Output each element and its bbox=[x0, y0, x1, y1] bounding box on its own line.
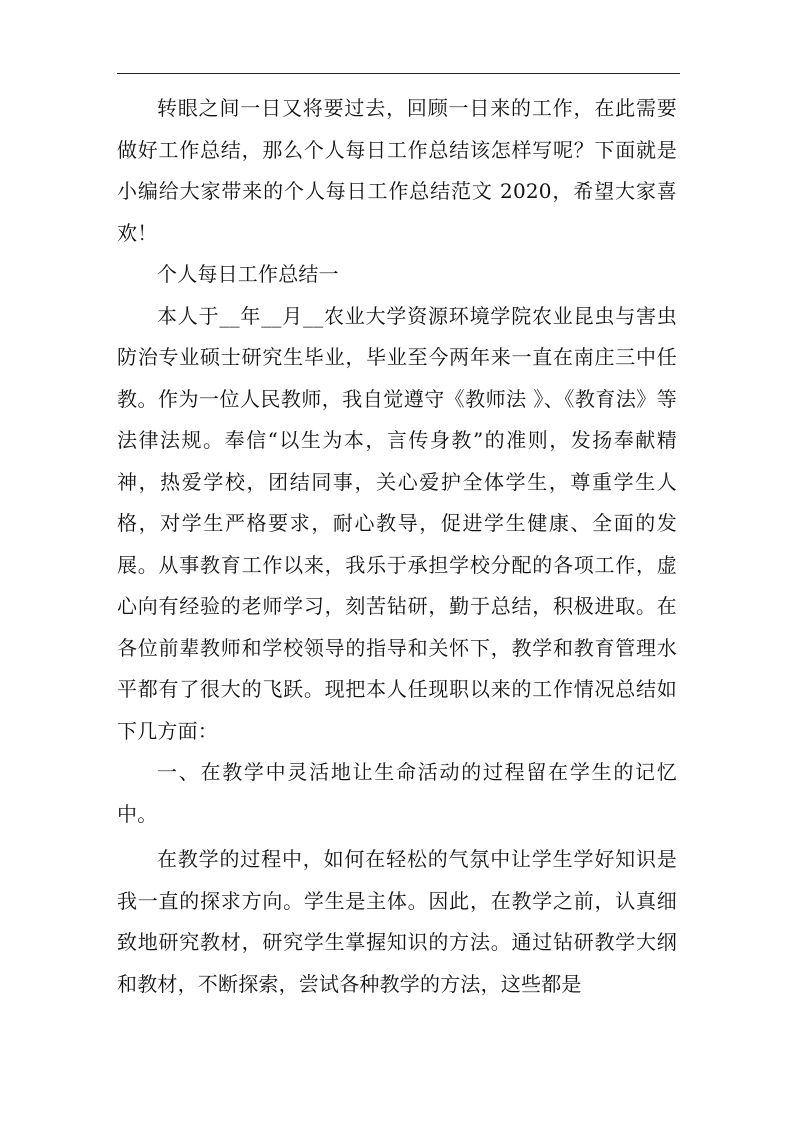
section-title: 个人每日工作总结一 bbox=[157, 262, 339, 286]
body-paragraph-2: 在教学的过程中，如何在轻松的气氛中让学生学好知识是我一直的探求方向。学生是主体。因此，在教学之前，认真细致地研究教材，研究学生掌握知识的方法。通过钻研教学大纲和教材，不断探索，尝试各种教学的方法，这些都是 bbox=[117, 847, 677, 996]
document-body bbox=[117, 88, 677, 1005]
intro-paragraph: 转眼之间一日又将要过去，回顾一日来的工作，在此需要做好工作总结，那么个人每日工作总结该怎样写呢？下面就是小编给大家带来的个人每日工作总结范文 2020，希望大家喜欢！ bbox=[117, 96, 677, 245]
point-heading-1: 一、在教学中灵活地让生命活动的过程留在学生的记忆中。 bbox=[117, 760, 677, 826]
body-paragraph-1: 本人于__年__月__农业大学资源环境学院农业昆虫与害虫防治专业硕士研究生毕业，毕业至今两年来一直在南庄三中任教。作为一位人民教师，我自觉遵守《教师法 》、《教育法》等法律法规。奉信“以生为本，言传身教”的准则，发扬奉献精神，热爱学校，团结同事，关心爱护全体学生，尊重学生人格，对学生严格要求，耐心教导，促进学生健康、全面的发展。从事教育工作以来，我乐于承担学校分配的各项工作，虚心向有经验的老师学习，刻苦钻研，勤于总结，积极进取。在各位前辈教师和学校领导的指导和关怀下，教学和教育管理水平都有了很大的飞跃。现把本人任现职以来的工作情况总结如下几方面： bbox=[117, 303, 677, 743]
header-rule bbox=[117, 73, 680, 74]
